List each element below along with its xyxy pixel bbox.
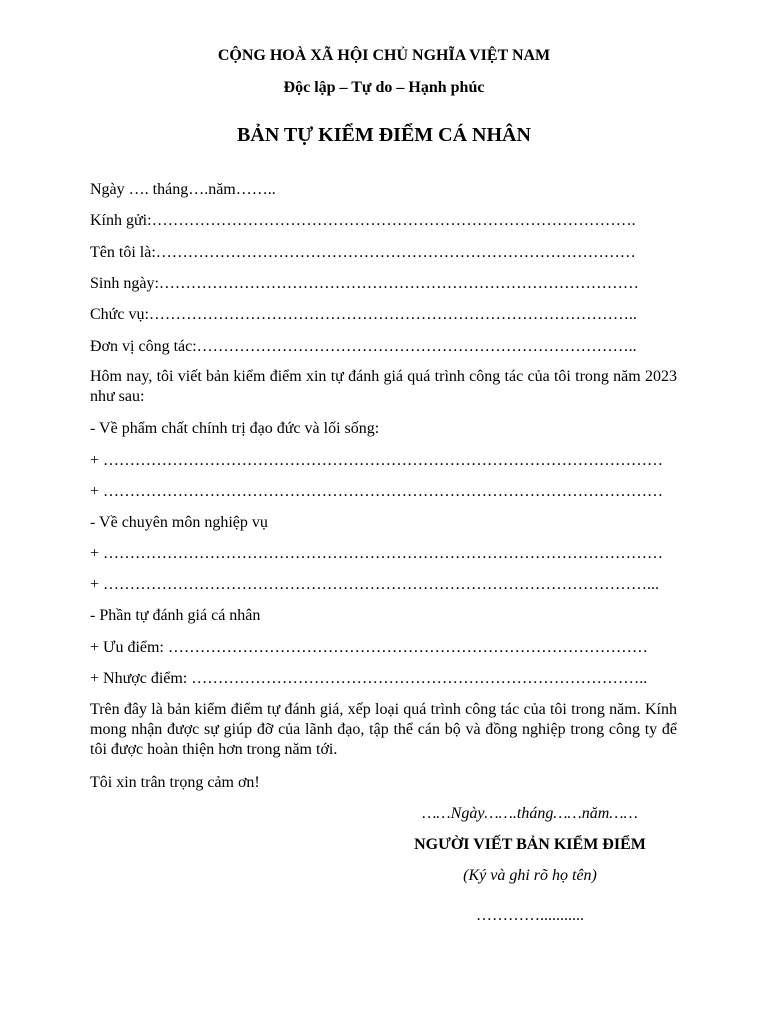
closing-paragraph: Trên đây là bản kiểm điểm tự đánh giá, xếp loại quá trình công tác của tôi trong năm. Kính mong nhận được sự giúp đỡ của lãnh đạo, tập thể cán bộ và đồng nghiệp trong công ty để tôi được hoàn thiện hơn trong năm tới. xyxy=(90,701,677,758)
strengths-line: + Ưu điểm: ……………………………………………………………………………… xyxy=(90,639,648,656)
expertise-line-2: + …………………………………………………………………………………………... xyxy=(90,576,660,593)
signature-instruction: (Ký và ghi rõ họ tên) xyxy=(463,867,597,884)
document-title: BẢN TỰ KIỂM ĐIỂM CÁ NHÂN xyxy=(237,124,531,146)
thanks-line: Tôi xin trân trọng cảm ơn! xyxy=(90,774,260,791)
recipient-field: Kính gửi:………………………………………………………………………………. xyxy=(90,212,636,229)
weaknesses-line: + Nhược điểm: ………………………………………………………………………….. xyxy=(90,670,648,687)
expertise-line-1: + …………………………………………………………………………………………… xyxy=(90,545,664,562)
position-field: Chức vụ:……………………………………………………………………………….. xyxy=(90,306,637,323)
self-assessment-heading: - Phần tự đánh giá cá nhân xyxy=(90,607,261,624)
motto: Độc lập – Tự do – Hạnh phúc xyxy=(283,79,485,96)
ethics-line-1: + …………………………………………………………………………………………… xyxy=(90,452,664,469)
signer-role: NGƯỜI VIẾT BẢN KIỂM ĐIỂM xyxy=(414,836,646,853)
expertise-heading: - Về chuyên môn nghiệp vụ xyxy=(90,514,268,531)
intro-paragraph: Hôm nay, tôi viết bản kiểm điểm xin tự đánh giá quá trình công tác của tôi trong năm 2023 như sau: xyxy=(90,368,677,405)
birthdate-field: Sinh ngày:……………………………………………………………………………… xyxy=(90,275,639,292)
ethics-heading: - Về phẩm chất chính trị đạo đức và lối sống: xyxy=(90,420,380,437)
name-field: Tên tôi là:……………………………………………………………………………… xyxy=(90,244,636,261)
workplace-field: Đơn vị công tác:……………………………………………………………………….. xyxy=(90,338,637,355)
date-field: Ngày …. tháng….năm…….. xyxy=(90,181,276,198)
signature-date: ……Ngày…….tháng……năm…… xyxy=(422,805,638,822)
signature-blank: …………........... xyxy=(476,907,584,924)
nation-header: CỘNG HOÀ XÃ HỘI CHỦ NGHĨA VIỆT NAM xyxy=(217,47,551,64)
ethics-line-2: + …………………………………………………………………………………………… xyxy=(90,483,664,500)
